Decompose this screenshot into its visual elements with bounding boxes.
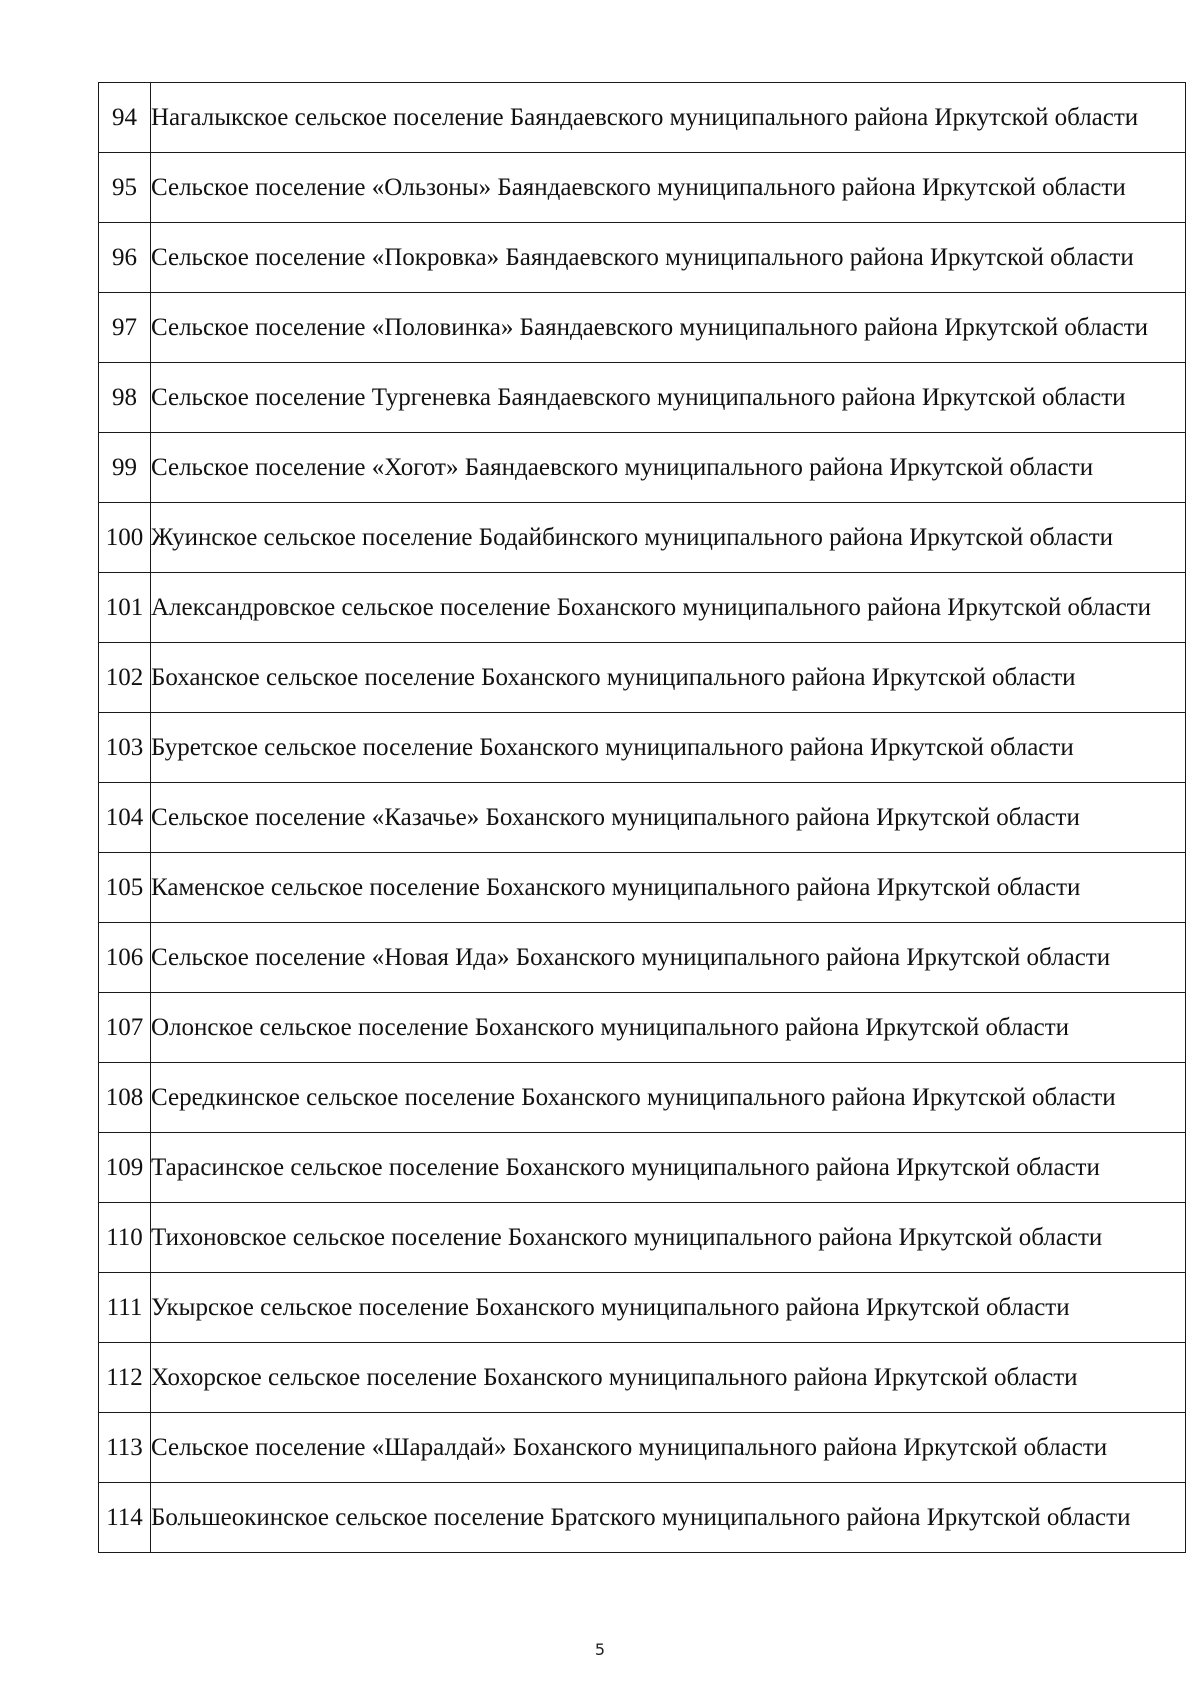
settlement-name: Тихоновское сельское поселение Боханского муниципального района Иркутской области [151,1203,1186,1273]
table-row [99,1273,1186,1343]
settlement-name: Сельское поселение «Ользоны» Баяндаевского муниципального района Иркутской области [151,153,1186,223]
table-row [99,223,1186,293]
table-row [99,713,1186,783]
row-number: 102 [99,643,151,713]
settlement-name: Олонское сельское поселение Боханского муниципального района Иркутской области [151,993,1186,1063]
settlement-name: Боханское сельское поселение Боханского муниципального района Иркутской области [151,643,1186,713]
table-row [99,363,1186,433]
row-number: 98 [99,363,151,433]
table-row [99,503,1186,573]
row-number: 105 [99,853,151,923]
row-number: 111 [99,1273,151,1343]
settlement-name: Укырское сельское поселение Боханского муниципального района Иркутской области [151,1273,1186,1343]
table-row [99,1343,1186,1413]
row-number: 107 [99,993,151,1063]
settlement-name: Сельское поселение «Хогот» Баяндаевского муниципального района Иркутской области [151,433,1186,503]
table-row [99,433,1186,503]
settlement-name: Сельское поселение Тургеневка Баяндаевского муниципального района Иркутской области [151,363,1186,433]
row-number: 114 [99,1483,151,1553]
settlement-name: Середкинское сельское поселение Боханского муниципального района Иркутской области [151,1063,1186,1133]
settlement-name: Сельское поселение «Покровка» Баяндаевского муниципального района Иркутской области [151,223,1186,293]
row-number: 101 [99,573,151,643]
table-row [99,783,1186,853]
table-row [99,293,1186,363]
settlement-name: Сельское поселение «Половинка» Баяндаевского муниципального района Иркутской области [151,293,1186,363]
row-number: 94 [99,83,151,153]
table-row [99,1483,1186,1553]
settlement-name: Сельское поселение «Новая Ида» Боханского муниципального района Иркутской области [151,923,1186,993]
settlement-name: Буретское сельское поселение Боханского муниципального района Иркутской области [151,713,1186,783]
table-row [99,1133,1186,1203]
page-number: 5 [594,1640,606,1659]
settlement-name: Хохорское сельское поселение Боханского муниципального района Иркутской области [151,1343,1186,1413]
settlements-table [98,82,1186,1553]
table-row [99,153,1186,223]
table-row [99,1413,1186,1483]
row-number: 100 [99,503,151,573]
row-number: 104 [99,783,151,853]
table-row [99,993,1186,1063]
table-row [99,643,1186,713]
table-row [99,853,1186,923]
row-number: 109 [99,1133,151,1203]
table-row [99,573,1186,643]
settlement-name: Сельское поселение «Казачье» Боханского муниципального района Иркутской области [151,783,1186,853]
settlements-table-body [99,83,1186,1553]
settlement-name: Нагалыкское сельское поселение Баяндаевского муниципального района Иркутской области [151,83,1186,153]
settlement-name: Сельское поселение «Шаралдай» Боханского муниципального района Иркутской области [151,1413,1186,1483]
table-row [99,1203,1186,1273]
settlement-name: Каменское сельское поселение Боханского муниципального района Иркутской области [151,853,1186,923]
row-number: 99 [99,433,151,503]
row-number: 110 [99,1203,151,1273]
settlement-name: Большеокинское сельское поселение Братского муниципального района Иркутской области [151,1483,1186,1553]
settlement-name: Александровское сельское поселение Боханского муниципального района Иркутской области [151,573,1186,643]
row-number: 103 [99,713,151,783]
settlement-name: Тарасинское сельское поселение Боханского муниципального района Иркутской области [151,1133,1186,1203]
table-row [99,923,1186,993]
table-row [99,83,1186,153]
row-number: 112 [99,1343,151,1413]
row-number: 96 [99,223,151,293]
row-number: 113 [99,1413,151,1483]
row-number: 108 [99,1063,151,1133]
row-number: 97 [99,293,151,363]
table-row [99,1063,1186,1133]
settlement-name: Жуинское сельское поселение Бодайбинского муниципального района Иркутской области [151,503,1186,573]
row-number: 95 [99,153,151,223]
row-number: 106 [99,923,151,993]
